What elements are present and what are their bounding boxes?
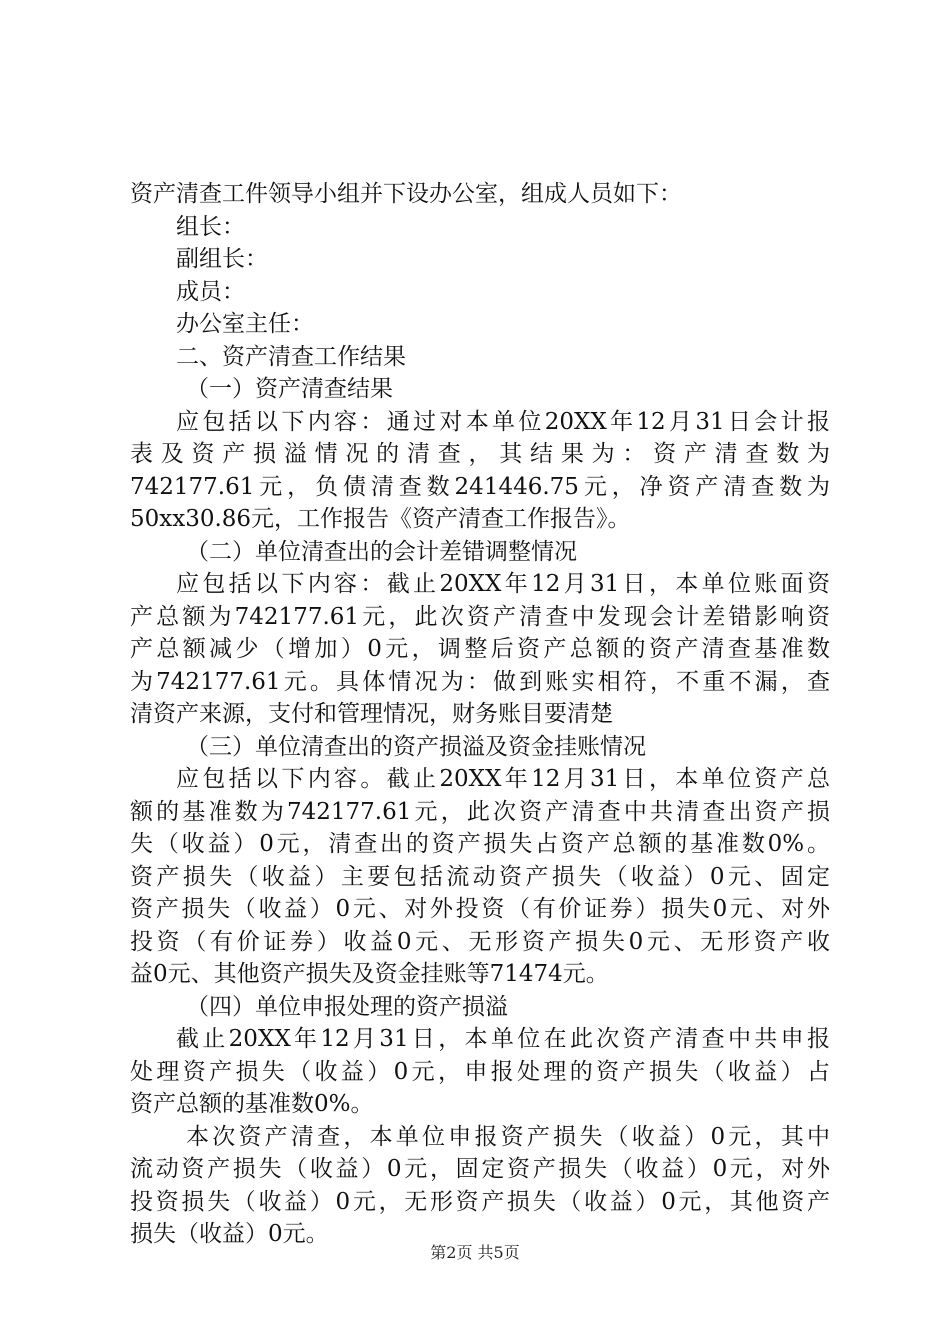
text-line: （二）单位清查出的会计差错调整情况	[186, 538, 577, 565]
text-line: 50xx30.86元，工作报告《资产清查工作报告》。	[130, 506, 631, 532]
text-line: 益0元、其他资产损失及资金挂账等71474元。	[130, 961, 609, 987]
text-line: 表及资产损溢情况的清查，其结果为：资产清查数为	[130, 441, 830, 467]
text-line: 资产总额的基准数0%。	[130, 1091, 374, 1117]
text-line: 742177.61元，负债清查数241446.75元，净资产清查数为	[130, 473, 830, 500]
text-line: 应包括以下内容。截止20XX年12月31日，本单位资产总	[176, 766, 830, 792]
text-line: 投资（有价证券）收益0元、无形资产损失0元、无形资产收	[130, 928, 830, 955]
text-line: （一）资产清查结果	[186, 376, 393, 402]
text-line: 处理资产损失（收益）0元，申报处理的资产损失（收益）占	[130, 1058, 830, 1085]
text-line: 组长：	[176, 213, 245, 240]
text-line: 清资产来源，支付和管理情况，财务账目要清楚	[130, 701, 613, 727]
text-line: （四）单位申报处理的资产损溢	[186, 993, 508, 1020]
text-line: 为742177.61元。具体情况为：做到账实相符，不重不漏，查	[130, 668, 830, 695]
text-line: 资产损失（收益）0元、对外投资（有价证券）损失0元、对外	[130, 896, 830, 922]
text-line: 资产清查工件领导小组并下设办公室，组成人员如下：	[130, 181, 682, 207]
text-line: 流动资产损失（收益）0元，固定资产损失（收益）0元，对外	[130, 1156, 830, 1182]
text-line: 应包括以下内容：截止20XX年12月31日，本单位账面资	[176, 571, 830, 597]
page-footer: 第2页 共5页	[430, 1243, 520, 1262]
text-line: 投资损失（收益）0元，无形资产损失（收益）0元，其他资产	[130, 1188, 830, 1215]
text-line: 成员：	[176, 278, 245, 305]
text-line: 损失（收益）0元。	[130, 1221, 329, 1247]
text-line: 办公室主任：	[176, 311, 314, 337]
document-body	[130, 178, 830, 1251]
text-line: 截止20XX年12月31日，本单位在此次资产清查中共申报	[176, 1026, 830, 1052]
text-line: 额的基准数为742177.61元，此次资产清查中共清查出资产损	[130, 798, 830, 825]
text-line: 产总额减少（增加）0元，调整后资产总额的资产清查基准数	[130, 636, 830, 662]
text-line: （三）单位清查出的资产损溢及资金挂账情况	[186, 733, 646, 760]
text-line: 本次资产清查，本单位申报资产损失（收益）0元，其中	[186, 1123, 830, 1150]
text-line: 资产损失（收益）主要包括流动资产损失（收益）0元、固定	[130, 863, 830, 890]
text-line: 失（收益）0元，清查出的资产损失占资产总额的基准数0%。	[130, 831, 830, 857]
text-line: 应包括以下内容：通过对本单位20XX年12月31日会计报	[176, 408, 830, 435]
text-line: 二、资产清查工作结果	[176, 343, 406, 370]
text-line: 副组长：	[176, 246, 268, 272]
text-line: 产总额为742177.61元，此次资产清查中发现会计差错影响资	[130, 603, 830, 630]
